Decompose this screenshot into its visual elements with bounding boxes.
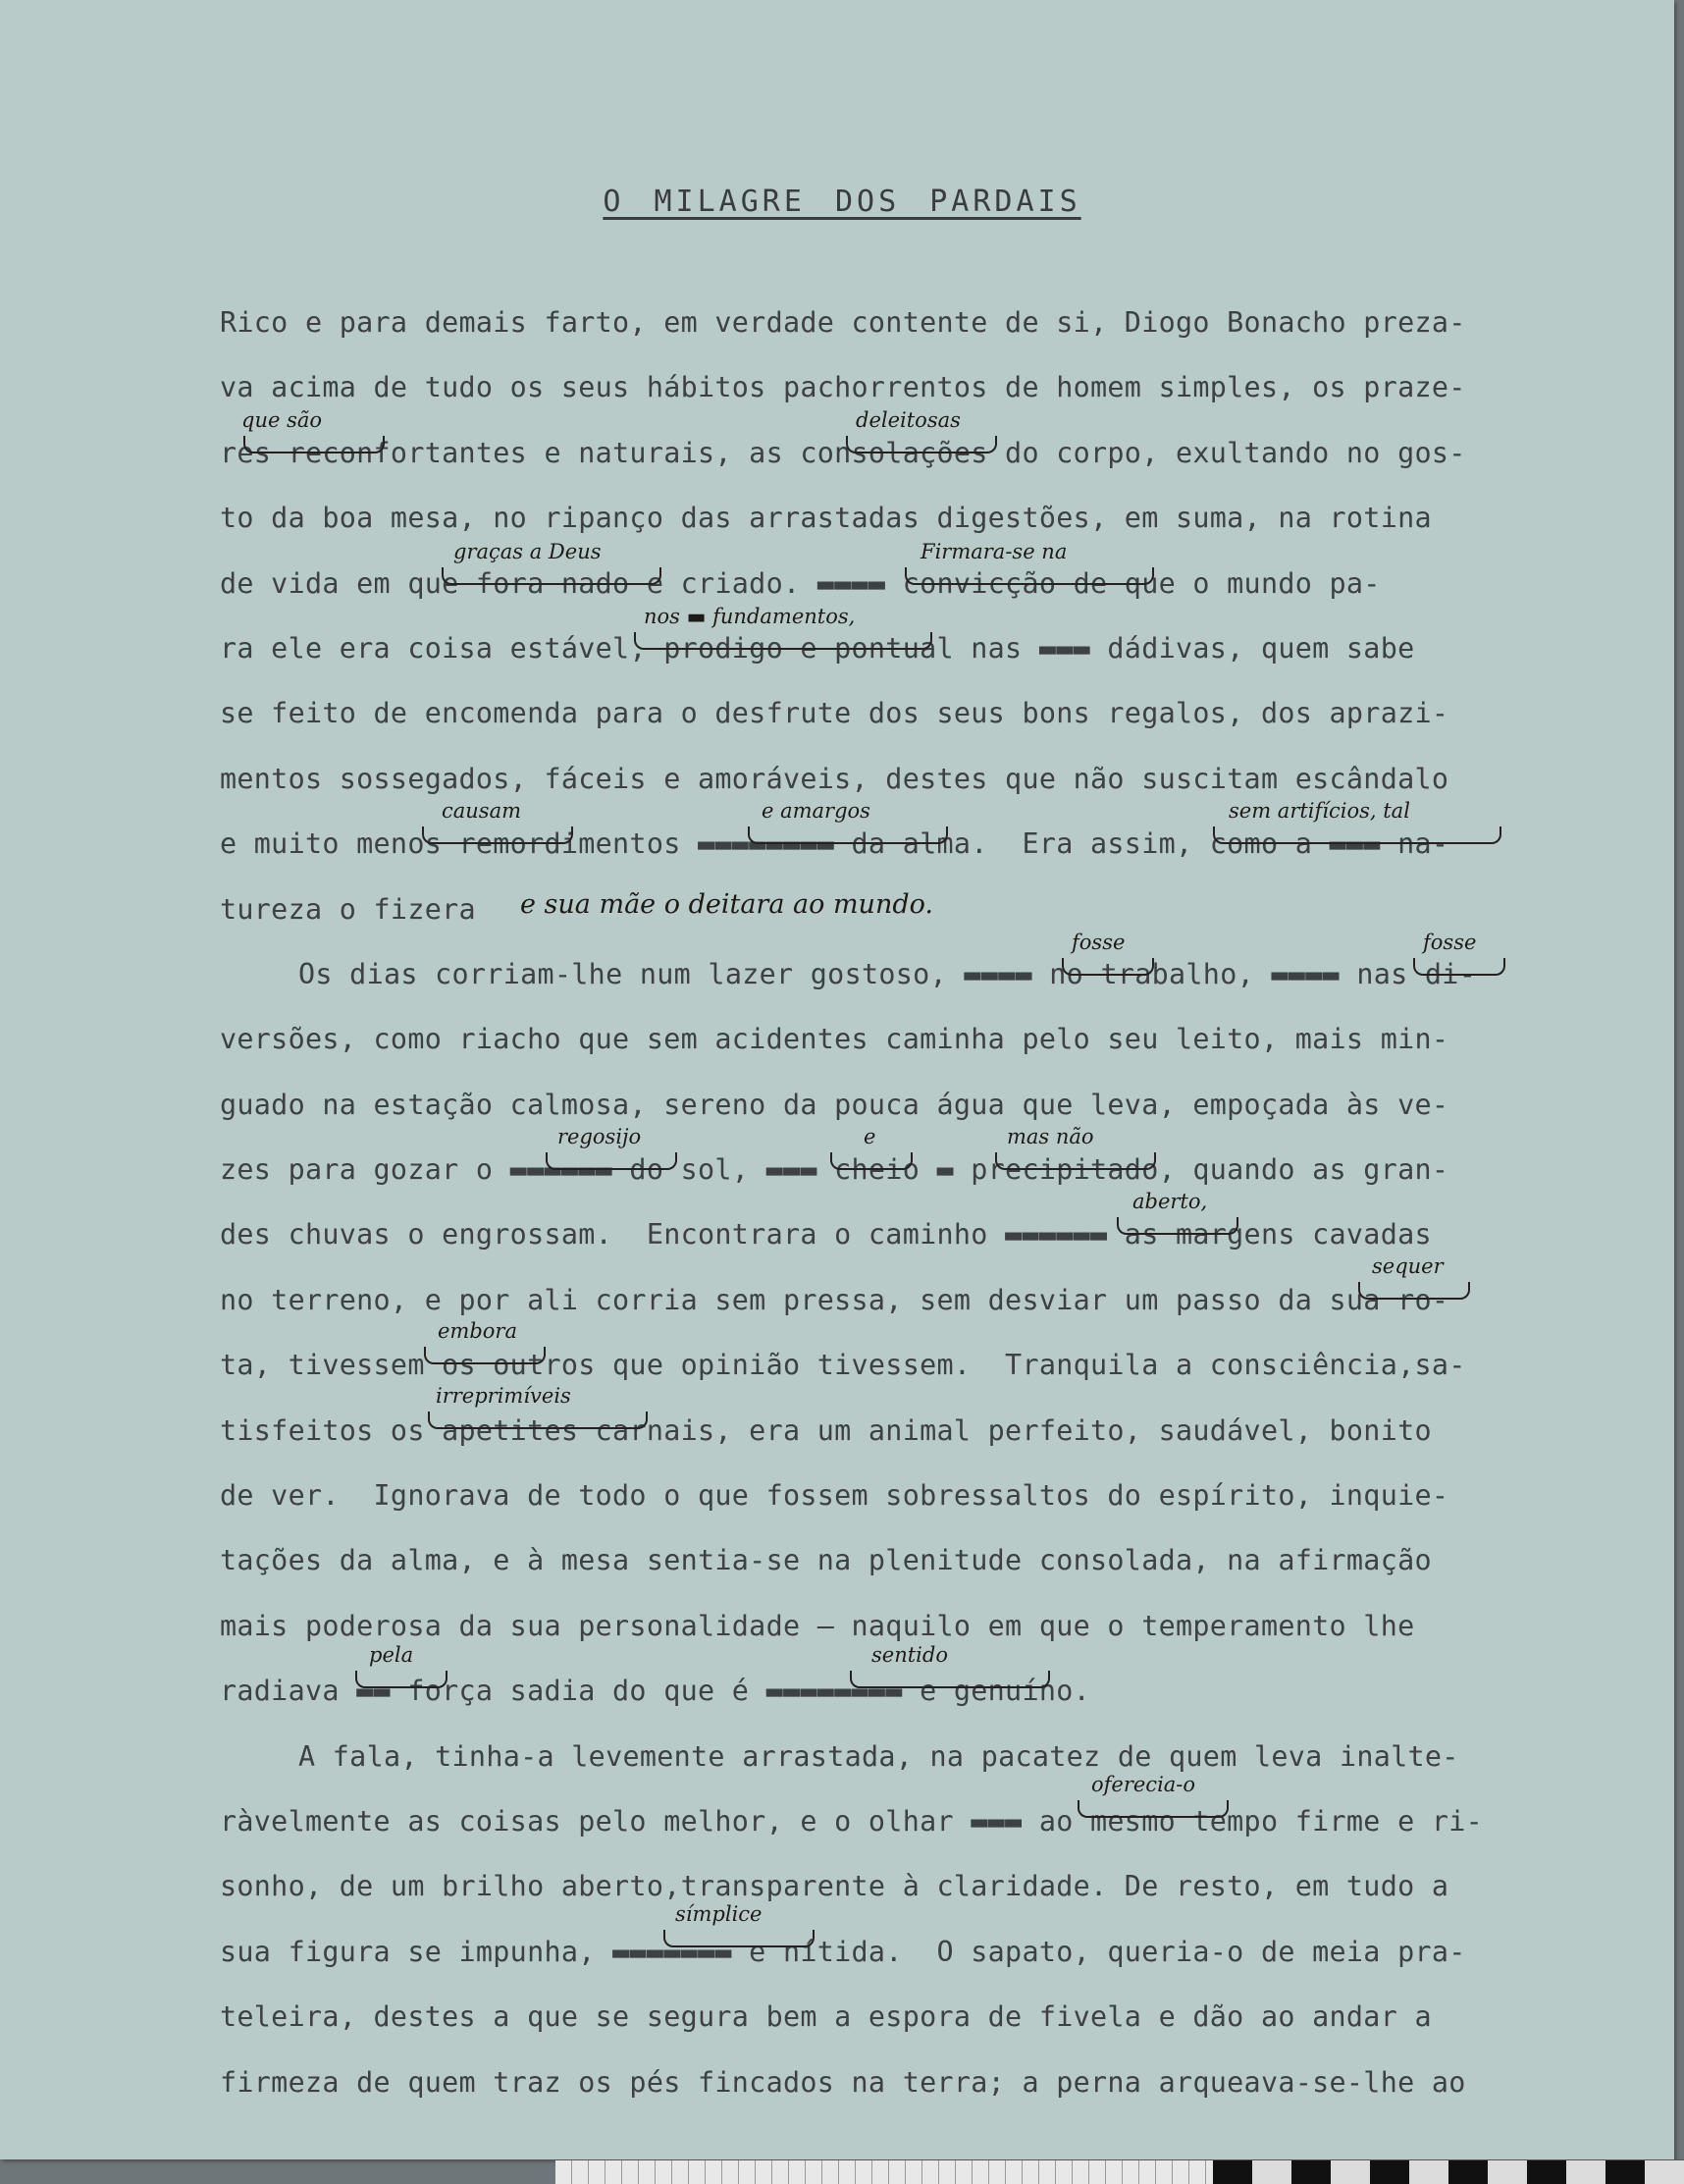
insertion-brace bbox=[1413, 958, 1505, 976]
handwritten-annotation: e amargos bbox=[762, 799, 870, 823]
handwritten-continuation: e sua mãe o deitara ao mundo. bbox=[520, 889, 933, 920]
text-line: Os dias corriam-lhe num lazer gostoso, ▬▬▬▬ no trabalho, ▬▬▬▬ nas di- bbox=[298, 957, 1477, 990]
text-line: sonho, de um brilho aberto,transparente à claridade. De resto, em tudo a bbox=[220, 1870, 1449, 1903]
handwritten-annotation: símplice bbox=[675, 1902, 763, 1926]
text-line: de ver. Ignorava de todo o que fossem sobressaltos do espírito, inquie- bbox=[220, 1479, 1449, 1513]
text-line: no terreno, e por ali corria sem pressa, sem desviar um passo da sua ro- bbox=[220, 1283, 1449, 1316]
insertion-brace bbox=[830, 1152, 913, 1170]
text-line: mentos sossegados, fáceis e amoráveis, destes que não suscitam escândalo bbox=[220, 762, 1449, 795]
insertion-brace bbox=[428, 1412, 648, 1429]
text-line: de vida em que fora nado e criado. ▬▬▬▬ convicção de que o mundo pa- bbox=[220, 566, 1381, 600]
text-line: radiava ▬▬ força sadia do que é ▬▬▬▬▬▬▬▬ e genuíno. bbox=[220, 1675, 1091, 1708]
text-line: sua figura se impunha, ▬▬▬▬▬▬▬ e nítida. O sapato, queria-o de meia pra- bbox=[220, 1935, 1466, 1968]
text-line: firmeza de quem traz os pés fincados na terra; a perna arqueava-se-lhe ao bbox=[220, 2065, 1466, 2099]
insertion-brace bbox=[663, 1930, 815, 1947]
handwritten-annotation: e bbox=[864, 1125, 876, 1148]
insertion-brace bbox=[1078, 1800, 1229, 1818]
insertion-brace bbox=[850, 1671, 1050, 1688]
insertion-brace bbox=[634, 632, 932, 650]
handwritten-annotation: fosse bbox=[1423, 931, 1477, 954]
handwritten-annotation: sequer bbox=[1372, 1254, 1444, 1278]
text-line: mais poderosa da sua personalidade — naquilo em que o temperamento lhe bbox=[220, 1609, 1415, 1642]
handwritten-annotation: graças a Deus bbox=[453, 540, 602, 563]
text-line: ta, tivessem os outros que opinião tivessem. Tranquila a consciência,sa- bbox=[220, 1349, 1466, 1382]
text-line: Rico e para demais farto, em verdade contente de si, Diogo Bonacho preza- bbox=[220, 306, 1466, 339]
scale-ruler bbox=[555, 2159, 1684, 2184]
handwritten-annotation: aberto, bbox=[1132, 1190, 1208, 1213]
handwritten-annotation: fosse bbox=[1072, 931, 1126, 954]
text-line: to da boa mesa, no ripanço das arrastadas digestões, em suma, na rotina bbox=[220, 502, 1432, 535]
handwritten-annotation: oferecia-o bbox=[1091, 1773, 1196, 1796]
text-line: va acima de tudo os seus hábitos pachorrentos de homem simples, os praze- bbox=[220, 371, 1466, 404]
text-line: teleira, destes a que se segura bem a espora de fivela e dão ao andar a bbox=[220, 2000, 1432, 2034]
handwritten-annotation: regosijo bbox=[557, 1125, 642, 1148]
handwritten-annotation: deleitosas bbox=[856, 408, 961, 432]
insertion-brace bbox=[1062, 958, 1154, 976]
handwritten-annotation: embora bbox=[438, 1319, 517, 1343]
insertion-brace bbox=[995, 1152, 1156, 1170]
text-body bbox=[220, 291, 1653, 2115]
handwritten-annotation: sem artifícios, tal bbox=[1229, 799, 1410, 823]
text-line: se feito de encomenda para o desfrute dos seus bons regalos, dos aprazi- bbox=[220, 697, 1449, 730]
insertion-brace bbox=[422, 826, 573, 844]
text-line: guado na estação calmosa, sereno da pouca água que leva, empoçada às ve- bbox=[220, 1088, 1449, 1121]
insertion-brace bbox=[355, 1671, 447, 1688]
insertion-brace bbox=[1358, 1282, 1470, 1300]
handwritten-annotation: Firmara-se na bbox=[921, 540, 1068, 563]
text-line: e muito menos remordimentos ▬▬▬▬▬▬▬▬ da alma. Era assim, como a ▬▬▬ na- bbox=[220, 827, 1449, 861]
text-line: tureza o fizera bbox=[220, 892, 476, 926]
text-line: tações da alma, e à mesa sentia-se na plenitude consolada, na afirmação bbox=[220, 1544, 1432, 1577]
insertion-brace bbox=[546, 1152, 677, 1170]
document-title: O MILAGRE DOS PARDAIS bbox=[603, 185, 1081, 219]
text-line: tisfeitos os apetites carnais, era um animal perfeito, saudável, bonito bbox=[220, 1413, 1432, 1447]
insertion-brace bbox=[748, 826, 948, 844]
handwritten-annotation: irreprimíveis bbox=[436, 1384, 571, 1408]
handwritten-annotation: mas não bbox=[1007, 1125, 1094, 1148]
handwritten-annotation: sentido bbox=[871, 1643, 948, 1667]
handwritten-annotation: nos ▬ fundamentos, bbox=[644, 605, 856, 628]
insertion-brace bbox=[424, 1347, 546, 1364]
insertion-brace bbox=[846, 436, 997, 453]
insertion-brace bbox=[1117, 1217, 1238, 1235]
handwritten-annotation: que são bbox=[241, 408, 323, 432]
insertion-brace bbox=[1213, 826, 1501, 844]
handwritten-annotation: causam bbox=[442, 799, 522, 823]
text-line: res reconfortantes e naturais, as consolações do corpo, exultando no gos- bbox=[220, 436, 1466, 469]
handwritten-annotation: pela bbox=[369, 1643, 414, 1667]
text-line: ra ele era coisa estável, prodigo e pontual nas ▬▬▬ dádivas, quem sabe bbox=[220, 631, 1415, 665]
text-line: zes para gozar o ▬▬▬▬▬▬ do sol, ▬▬▬ cheio ▬ precipitado, quando as gran- bbox=[220, 1153, 1449, 1187]
text-line: versões, como riacho que sem acidentes caminha pelo seu leito, mais min- bbox=[220, 1023, 1449, 1056]
text-line: des chuvas o engrossam. Encontrara o caminho ▬▬▬▬▬▬ as margens cavadas bbox=[220, 1218, 1432, 1252]
insertion-brace bbox=[243, 436, 385, 453]
text-line: ràvelmente as coisas pelo melhor, e o olhar ▬▬▬ ao mesmo tempo firme e ri- bbox=[220, 1804, 1484, 1838]
text-line: A fala, tinha-a levemente arrastada, na pacatez de quem leva inalte- bbox=[298, 1739, 1459, 1773]
insertion-brace bbox=[905, 567, 1154, 585]
color-scale-bar bbox=[1213, 2160, 1684, 2184]
insertion-brace bbox=[442, 567, 661, 585]
